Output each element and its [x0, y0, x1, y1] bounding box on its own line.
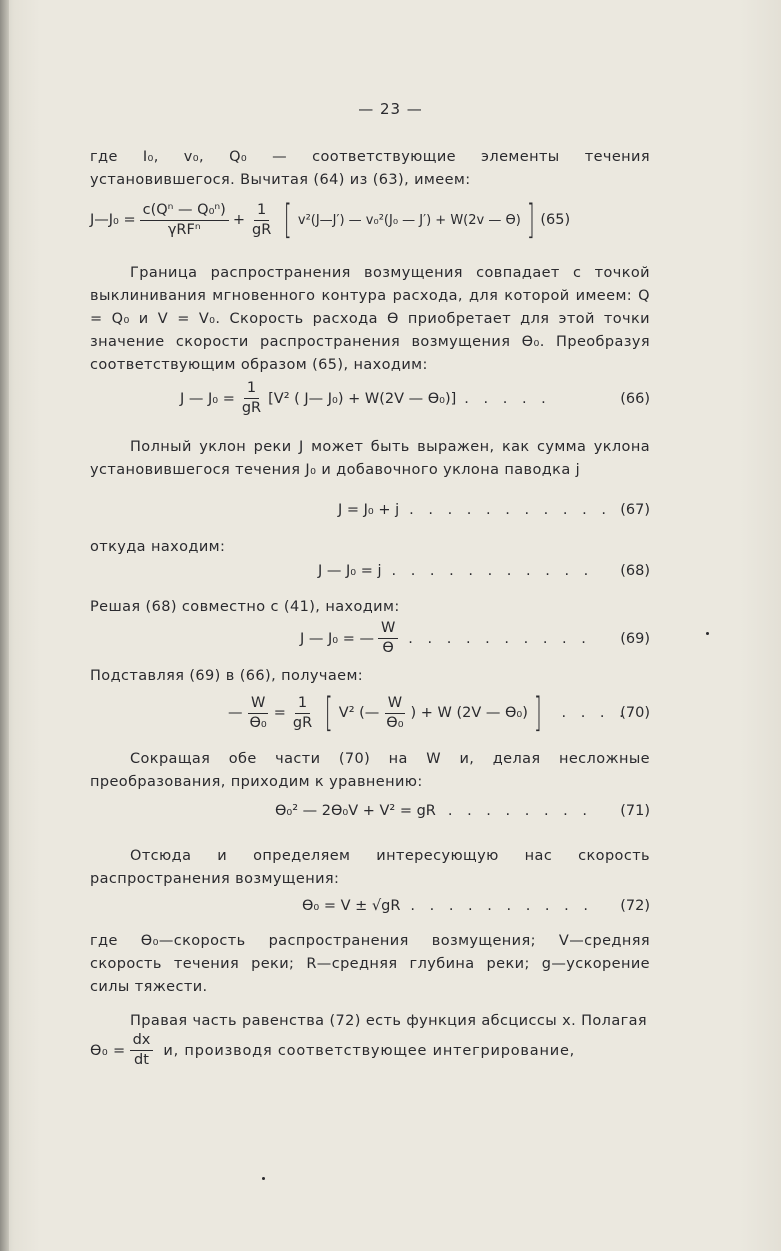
- eq70-frac2-numerator: 1: [295, 695, 310, 714]
- eq70-number: (70): [620, 705, 650, 721]
- equation-70: [228, 690, 650, 736]
- eq66-rhs: [V² ( J— J₀) + W(2V — ϴ₀)]: [268, 390, 457, 407]
- eq70-frac1-numerator: W: [248, 695, 268, 714]
- paragraph-3: Полный уклон реки J может быть выражен, как сумма уклона установившегося течения J₀ и добавочного уклона паводка j: [90, 439, 650, 478]
- equation-68: [318, 563, 650, 579]
- paragraph-2: Граница распространения возмущения совпадает с точкой выклинивания мгновенного контура расхода, для которой имеем: Q = Q₀ и V = V₀. Скорость расхода ϴ приобретает для этой точки значение скорости распространения возмущения ϴ₀. Преобразуя соответствующим образом (65), находим:: [90, 265, 650, 373]
- eq67-number: (67): [620, 502, 650, 518]
- eq66-dots: . . . . .: [464, 390, 551, 407]
- eq69-lhs: J — J₀ = —: [300, 630, 374, 647]
- equation-66: [180, 380, 650, 417]
- book-spine-shadow: [0, 0, 9, 1251]
- paragraph-10-continuation: и, производя соответствующее интегрирование,: [163, 1042, 576, 1059]
- eq70-minus: —: [228, 705, 243, 721]
- eq65-frac1-numerator: c(Qⁿ — Q₀ⁿ): [140, 202, 229, 221]
- eq70-frac1-denominator: ϴ₀: [249, 714, 267, 731]
- inline-denominator: dt: [134, 1052, 149, 1068]
- eq67-expression: J = J₀ + j: [338, 502, 400, 518]
- eq65-fraction-2: [249, 202, 274, 239]
- equation-65: [90, 197, 650, 243]
- eq66-numerator: 1: [244, 380, 259, 399]
- paragraph-4: откуда находим:: [90, 539, 226, 555]
- equation-67: [338, 502, 650, 518]
- eq65-plus: +: [232, 212, 245, 228]
- inline-fraction-dxdt: [130, 1032, 154, 1069]
- eq70-bracket-close: ]: [533, 690, 542, 736]
- eq70-equals: =: [273, 705, 286, 721]
- eq69-dots: . . . . . . . . . .: [408, 630, 591, 647]
- page-number: — 23 —: [358, 100, 423, 118]
- eq70-fraction-3: [383, 695, 406, 732]
- eq66-denominator: gR: [241, 400, 262, 416]
- eq68-expression: J — J₀ = j: [318, 563, 382, 579]
- eq65-bracket-open: [: [284, 197, 292, 243]
- paragraph-1: где I₀, v₀, Q₀ — соответствующие элементы течения установившегося. Вычитая (64) из (63), имеем:: [90, 149, 650, 188]
- eq69-number: (69): [620, 630, 650, 647]
- eq70-inner-b: ) + W (2V — ϴ₀): [410, 705, 528, 721]
- eq68-dots: . . . . . . . . . . .: [391, 563, 594, 579]
- eq70-fraction-1: [247, 695, 270, 732]
- eq65-number: (65): [540, 212, 571, 228]
- equation-72: [302, 898, 650, 914]
- paragraph-5: Решая (68) совместно с (41), находим:: [90, 599, 400, 615]
- eq66-number: (66): [620, 390, 650, 407]
- eq70-fraction-2: [290, 695, 315, 732]
- eq69-fraction: [378, 620, 398, 657]
- eq70-frac3-numerator: W: [385, 695, 405, 714]
- eq65-bracket-close: ]: [526, 197, 535, 243]
- eq65-bracket-content: v²(J—J′) — v₀²(J₀ — J′) + W(2v — ϴ): [297, 212, 521, 228]
- eq71-number: (71): [620, 803, 650, 819]
- inline-eq-lhs: ϴ₀ =: [90, 1042, 126, 1059]
- eq69-denominator: ϴ: [382, 640, 394, 656]
- eq65-frac2-denominator: gR: [251, 221, 272, 238]
- eq67-dots: . . . . . . . . . . .: [409, 502, 611, 518]
- paragraph-8: Отсюда и определяем интересующую нас скорость распространения возмущения:: [90, 848, 650, 887]
- inline-numerator: dx: [130, 1032, 154, 1051]
- eq70-frac2-denominator: gR: [292, 714, 313, 731]
- paragraph-6: Подставляя (69) в (66), получаем:: [90, 668, 364, 684]
- eq65-fraction-1: [140, 202, 229, 239]
- eq70-dots: . . . .: [561, 705, 629, 721]
- eq71-expression: ϴ₀² — 2ϴ₀V + V² = gR: [275, 803, 436, 819]
- eq70-inner-a: V² (—: [338, 705, 380, 721]
- scan-speck: [262, 1177, 265, 1180]
- equation-69: [300, 620, 650, 657]
- eq65-frac1-denominator: γRFⁿ: [167, 221, 201, 238]
- paragraph-10-line-1: Правая часть равенства (72) есть функция абсциссы x. Полагая: [130, 1013, 648, 1029]
- paragraph-7: Сокращая обе части (70) на W и, делая несложные преобразования, приходим к уравнению:: [90, 751, 650, 790]
- eq66-fraction: [239, 380, 264, 417]
- paragraph-9: где ϴ₀—скорость распространения возмущения; V—средняя скорость течения реки; R—средняя глубина реки; g—ускорение силы тяжести.: [90, 933, 650, 995]
- eq72-dots: . . . . . . . . . .: [410, 898, 593, 914]
- eq72-expression: ϴ₀ = V ± √gR: [302, 898, 401, 914]
- eq70-frac3-denominator: ϴ₀: [386, 714, 404, 731]
- eq72-number: (72): [620, 898, 650, 914]
- eq69-numerator: W: [378, 620, 398, 639]
- paragraph-10-line-2: [90, 1032, 650, 1069]
- eq70-bracket-open: [: [325, 690, 333, 736]
- scan-speck: [706, 632, 709, 635]
- equation-71: [275, 803, 650, 819]
- eq65-frac2-numerator: 1: [254, 202, 269, 221]
- eq71-dots: . . . . . . . .: [447, 803, 593, 819]
- eq66-lhs: J — J₀ =: [180, 390, 235, 407]
- eq65-lhs: J—J₀ =: [90, 212, 136, 228]
- eq68-number: (68): [620, 563, 650, 579]
